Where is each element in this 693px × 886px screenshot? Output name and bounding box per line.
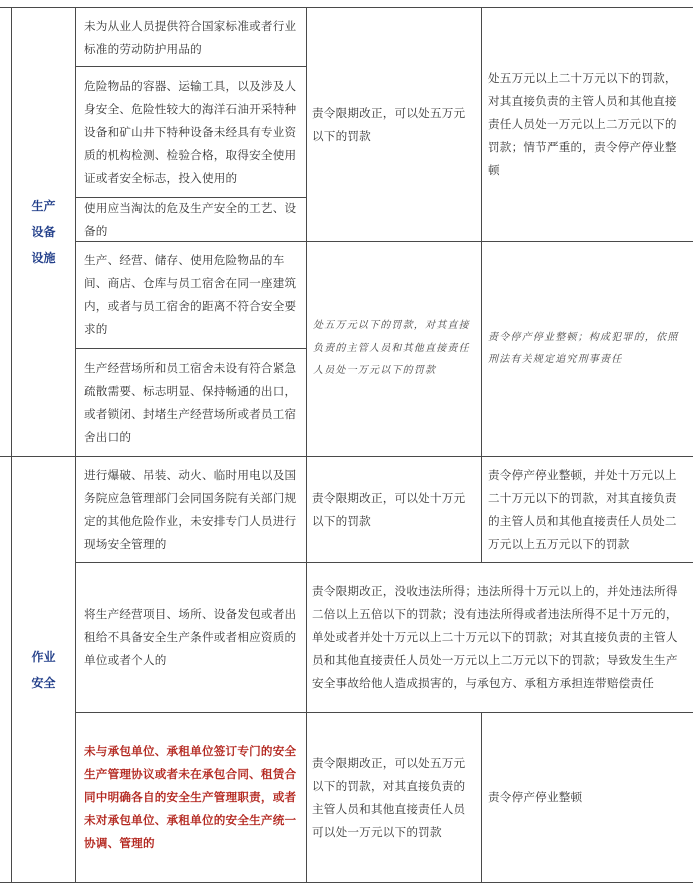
conduct-cell <box>84 457 302 562</box>
conduct-text: 进行爆破、吊装、动火、临时用电以及国务院应急管理部门会同国务院有关部门规定的其他危险作业，未安排专门人员进行现场安全管理的 <box>84 467 297 551</box>
category-label-line: 生产 <box>31 199 56 213</box>
table-border-bottom <box>0 882 693 883</box>
penalty-unit-cell <box>312 8 477 241</box>
category-label-line: 设备 <box>31 225 56 239</box>
penalty-unit-cell <box>313 242 476 456</box>
conduct-cell <box>84 349 302 456</box>
penalty-person-cell <box>488 713 686 882</box>
penalty-text: 处五万元以上二十万元以下的罚款，对其直接负责的主管人员和其他直接责任人员处一万元以上二万元以下的罚款；情节严重的，责令停产停业整顿 <box>488 71 677 177</box>
conduct-cell <box>84 10 302 66</box>
column-divider <box>481 712 482 883</box>
column-divider <box>481 7 482 563</box>
penalty-text: 责令限期改正，可以处五万元以下的罚款，对其直接负责的主管人员和其他直接责任人员可以处一万元以下的罚款 <box>312 755 466 839</box>
category-label-line: 作业 <box>31 649 56 664</box>
penalty-person-cell <box>488 8 686 241</box>
conduct-text: 使用应当淘汰的危及生产安全的工艺、设备的 <box>84 200 297 238</box>
conduct-text: 将生产经营项目、场所、设备发包或者出租给不具备安全生产条件或者相应资质的单位或者个人的 <box>84 607 297 667</box>
penalty-unit-cell <box>312 713 477 882</box>
conduct-text: 未与承包单位、承租单位签订专门的安全生产管理协议或者未在承包合同、租赁合同中明确各自的安全生产管理职责，或者未对承包单位、承租单位的安全生产统一协调、管理的 <box>84 744 297 850</box>
conduct-cell <box>84 67 302 197</box>
penalty-text: 处五万元以下的罚款，对其直接负责的主管人员和其他直接责任人员处一万元以下的罚款 <box>313 320 470 377</box>
category-cell-equipment <box>12 8 75 456</box>
conduct-text: 未为从业人员提供符合国家标准或者行业标准的劳动防护用品的 <box>84 19 297 56</box>
conduct-text: 生产、经营、储存、使用危险物品的车间、商店、仓库与员工宿舍在同一座建筑内，或者与员工宿舍的距离不符合安全要求的 <box>84 253 297 336</box>
penalty-person-cell <box>488 242 688 456</box>
penalty-unit-cell <box>312 457 477 562</box>
penalty-merged-cell <box>312 563 688 712</box>
conduct-text: 生产经营场所和员工宿舍未设有符合紧急疏散需要、标志明显、保持畅通的出口，或者锁闭、封堵生产经营场所或者员工宿舍出口的 <box>84 360 297 444</box>
penalty-text: 责令停产停业整顿 <box>488 790 583 804</box>
conduct-text: 危险物品的容器、运输工具，以及涉及人身安全、危险性较大的海洋石油开采特种设备和矿山井下特种设备未经具有专业资质的机构检测、检验合格，取得安全使用证或者安全标志，投入使用的 <box>84 78 297 185</box>
conduct-cell <box>84 198 302 241</box>
penalty-text: 责令停产停业整顿，并处十万元以上二十万元以下的罚款，对其直接负责的主管人员和其他直接责任人员处二万元以上五万元以下的罚款 <box>488 467 677 551</box>
column-divider <box>75 7 76 883</box>
category-cell-operation <box>12 457 75 882</box>
penalty-text: 责令停产停业整顿；构成犯罪的，依照刑法有关规定追究刑事责任 <box>488 331 679 365</box>
column-divider <box>306 7 307 883</box>
category-label-line: 设施 <box>31 251 56 265</box>
conduct-cell-highlighted <box>84 713 302 882</box>
conduct-cell <box>84 242 302 348</box>
penalty-text: 责令限期改正，可以处十万元以下的罚款 <box>312 490 466 528</box>
penalty-person-cell <box>488 457 686 562</box>
category-label-line: 安全 <box>31 675 56 690</box>
penalty-text: 责令限期改正，可以处五万元以下的罚款 <box>312 105 466 143</box>
conduct-cell <box>84 563 302 712</box>
penalty-text: 责令限期改正，没收违法所得；违法所得十万元以上的，并处违法所得二倍以上五倍以下的罚款；没有违法所得或者违法所得不足十万元的，单处或者并处十万元以上二十万元以下的罚款；对其直接负责的主管人员和其他直接责任人员处一万元以上二万元以下的罚款；导致发生生产安全事故给他人造成损害的，与承包方、承租方承担连带赔偿责任 <box>312 584 678 690</box>
